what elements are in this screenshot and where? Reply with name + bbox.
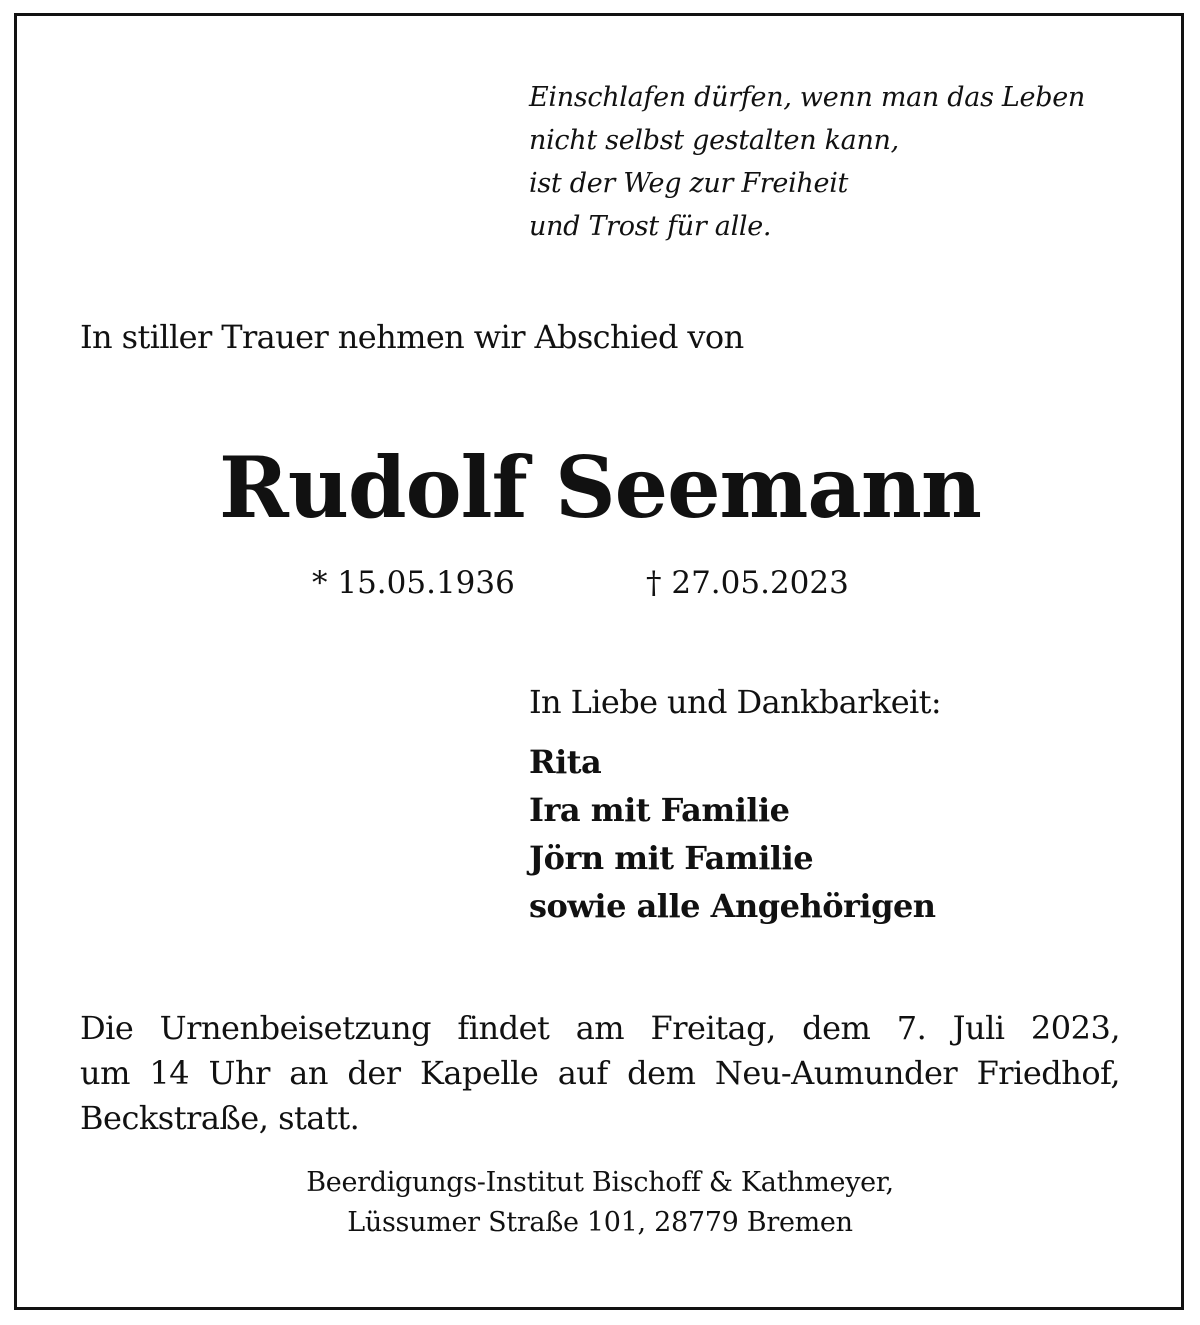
mourner-name: Rita	[529, 743, 602, 781]
poem-line: nicht selbst gestalten kann,	[529, 125, 899, 156]
ceremony-line: um 14 Uhr an der Kapelle auf dem Neu-Aumunder Friedhof,	[80, 1054, 1120, 1092]
funeral-home-name: Beerdigungs-Institut Bischoff & Kathmeyer,	[306, 1167, 894, 1198]
ceremony-line: Die Urnenbeisetzung findet am Freitag, dem 7. Juli 2023,	[80, 1009, 1120, 1047]
funeral-home-address: Lüssumer Straße 101, 28779 Bremen	[347, 1207, 853, 1238]
death-date: † 27.05.2023	[646, 565, 849, 601]
funeral-home	[0, 1163, 1200, 1243]
poem-line: Einschlafen dürfen, wenn man das Leben	[529, 82, 1085, 113]
mourner-name: sowie alle Angehörigen	[529, 887, 936, 925]
ceremony-notice	[80, 1006, 1120, 1141]
poem-line: und Trost für alle.	[529, 211, 772, 242]
mourner-name: Jörn mit Familie	[529, 839, 814, 877]
family-heading: In Liebe und Dankbarkeit:	[529, 683, 942, 721]
birth-date: * 15.05.1936	[312, 565, 515, 601]
mourning-intro: In stiller Trauer nehmen wir Abschied von	[80, 318, 744, 356]
mourners-list	[529, 738, 936, 930]
deceased-name: Rudolf Seemann	[219, 438, 981, 537]
ceremony-line: Beckstraße, statt.	[80, 1099, 360, 1137]
poem	[529, 76, 1085, 248]
mourner-name: Ira mit Familie	[529, 791, 790, 829]
poem-line: ist der Weg zur Freiheit	[529, 168, 849, 199]
